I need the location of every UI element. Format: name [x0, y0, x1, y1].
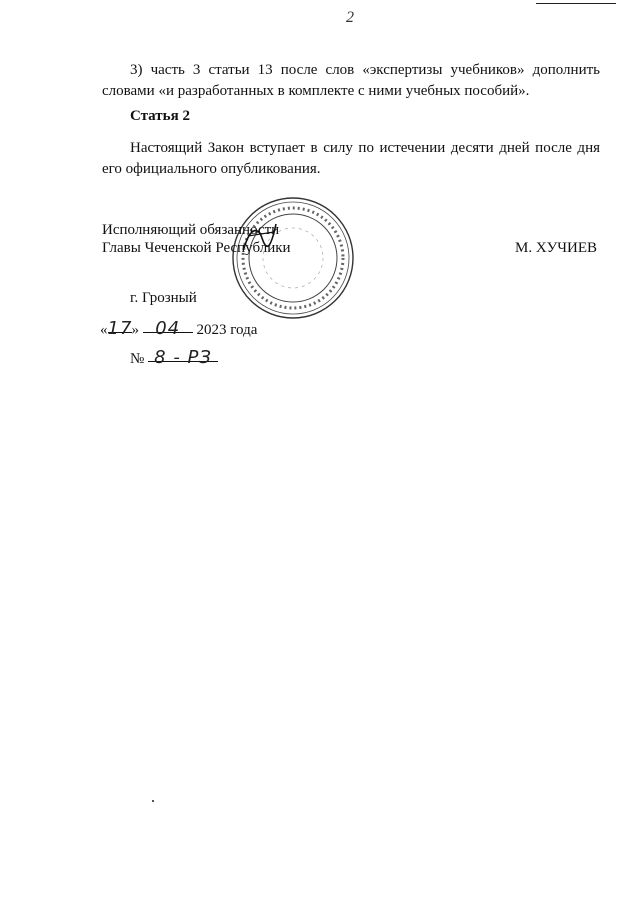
signing-date: [100, 318, 257, 339]
date-year: 2023 года: [196, 322, 258, 338]
number-value: 8 - РЗ: [154, 347, 212, 368]
official-seal-icon: [230, 195, 356, 321]
signatory-position-line1: Исполняющий обязанности: [102, 222, 280, 238]
stray-mark: [152, 800, 154, 802]
number-field: [148, 347, 218, 368]
date-day-field: [107, 318, 133, 339]
date-open-quote: «: [100, 322, 108, 338]
number-label: №: [130, 351, 145, 367]
date-close-quote: »: [131, 322, 139, 338]
signatory-name: М. ХУЧИЕВ: [515, 240, 598, 256]
date-day: 17: [107, 318, 133, 339]
paragraph-effective-date: Настоящий Закон вступает в силу по истечении десяти дней после дня его официального опубликования.: [102, 140, 600, 177]
page-number: 2: [346, 9, 354, 26]
date-month-field: [143, 318, 193, 339]
date-month: 04: [155, 318, 181, 339]
paragraph-amendment: 3) часть 3 статьи 13 после слов «экспертизы учебников» дополнить словами «и разработанных в комплекте с ними учебных пособий».: [102, 62, 600, 99]
signatory-position-line2: Главы Чеченской Республики: [102, 240, 291, 256]
handwritten-signature-icon: [240, 218, 280, 258]
place-of-signing: г. Грозный: [130, 290, 197, 306]
article-heading: Статья 2: [130, 108, 190, 124]
law-number: [130, 347, 218, 368]
header-rule: [536, 3, 616, 4]
